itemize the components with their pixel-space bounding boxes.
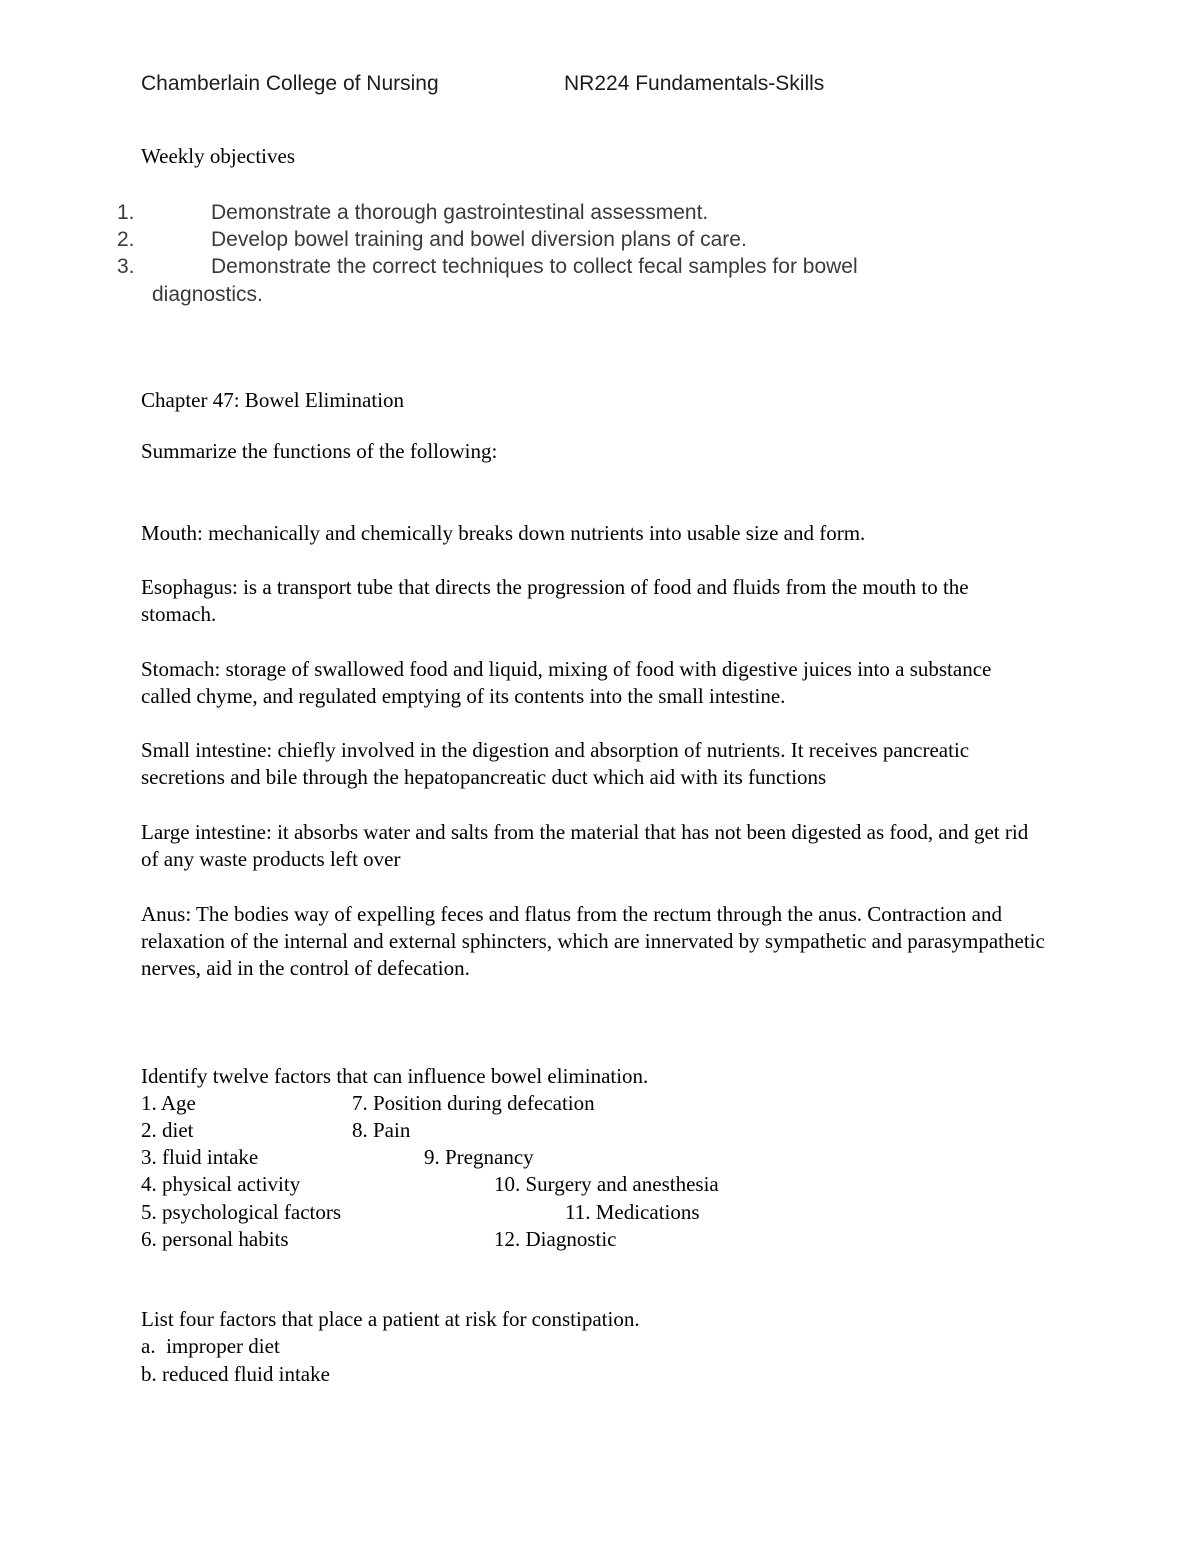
chapter-title: Chapter 47: Bowel Elimination [141,388,405,412]
objective-number: 1. [117,201,135,224]
factor-item: 10. Surgery and anesthesia [494,1172,719,1196]
factor-item: 9. Pregnancy [424,1145,534,1169]
objective-text: Demonstrate a thorough gastrointestinal assessment. [211,201,709,224]
function-stomach: Stomach: storage of swallowed food and liquid, mixing of food with digestive juices into a substance called chyme, and regulated emptying of its contents into the small intestine. [141,657,992,708]
factor-item: 6. personal habits [141,1227,289,1251]
factor-item: 2. diet [141,1118,194,1142]
factor-item: 3. fluid intake [141,1145,259,1169]
objective-text-continuation: diagnostics. [152,283,263,306]
function-large-intestine: Large intestine: it absorbs water and salts from the material that has not been digested as food, and get rid of any waste products left over [141,820,1029,871]
function-esophagus: Esophagus: is a transport tube that directs the progression of food and fluids from the mouth to the stomach. [141,575,969,626]
function-small-intestine: Small intestine: chiefly involved in the digestion and absorption of nutrients. It receives pancreatic secretions and bile through the hepatopancreatic duct which aid with its functions [141,738,970,789]
constipation-item: a. improper diet [141,1334,280,1358]
constipation-item: b. reduced fluid intake [141,1362,330,1386]
objective-text: Demonstrate the correct techniques to collect fecal samples for bowel [211,255,858,278]
constipation-question: List four factors that place a patient at risk for constipation. [141,1307,640,1331]
factor-item: 1. Age [141,1091,196,1115]
summarize-prompt: Summarize the functions of the following: [141,439,498,463]
factor-item: 4. physical activity [141,1172,301,1196]
objective-number: 3. [117,255,135,278]
objective-number: 2. [117,228,135,251]
objectives-heading: Weekly objectives [141,144,296,168]
factor-item: 7. Position during defecation [352,1091,595,1115]
factor-item: 12. Diagnostic [494,1227,617,1251]
college-name: Chamberlain College of Nursing [141,72,439,95]
course-title: NR224 Fundamentals-Skills [564,72,825,95]
objective-text: Develop bowel training and bowel diversion plans of care. [211,228,747,251]
factors-question: Identify twelve factors that can influence bowel elimination. [141,1064,649,1088]
factor-item: 8. Pain [352,1118,411,1142]
function-mouth: Mouth: mechanically and chemically breaks down nutrients into usable size and form. [141,521,866,545]
factor-item: 11. Medications [565,1200,700,1224]
function-anus: Anus: The bodies way of expelling feces and flatus from the rectum through the anus. Contraction and relaxation of the internal and external sphincters, which are innervated by sympathetic and parasympathetic nerves, aid in the control of defecation. [141,902,1045,980]
factor-item: 5. psychological factors [141,1200,342,1224]
